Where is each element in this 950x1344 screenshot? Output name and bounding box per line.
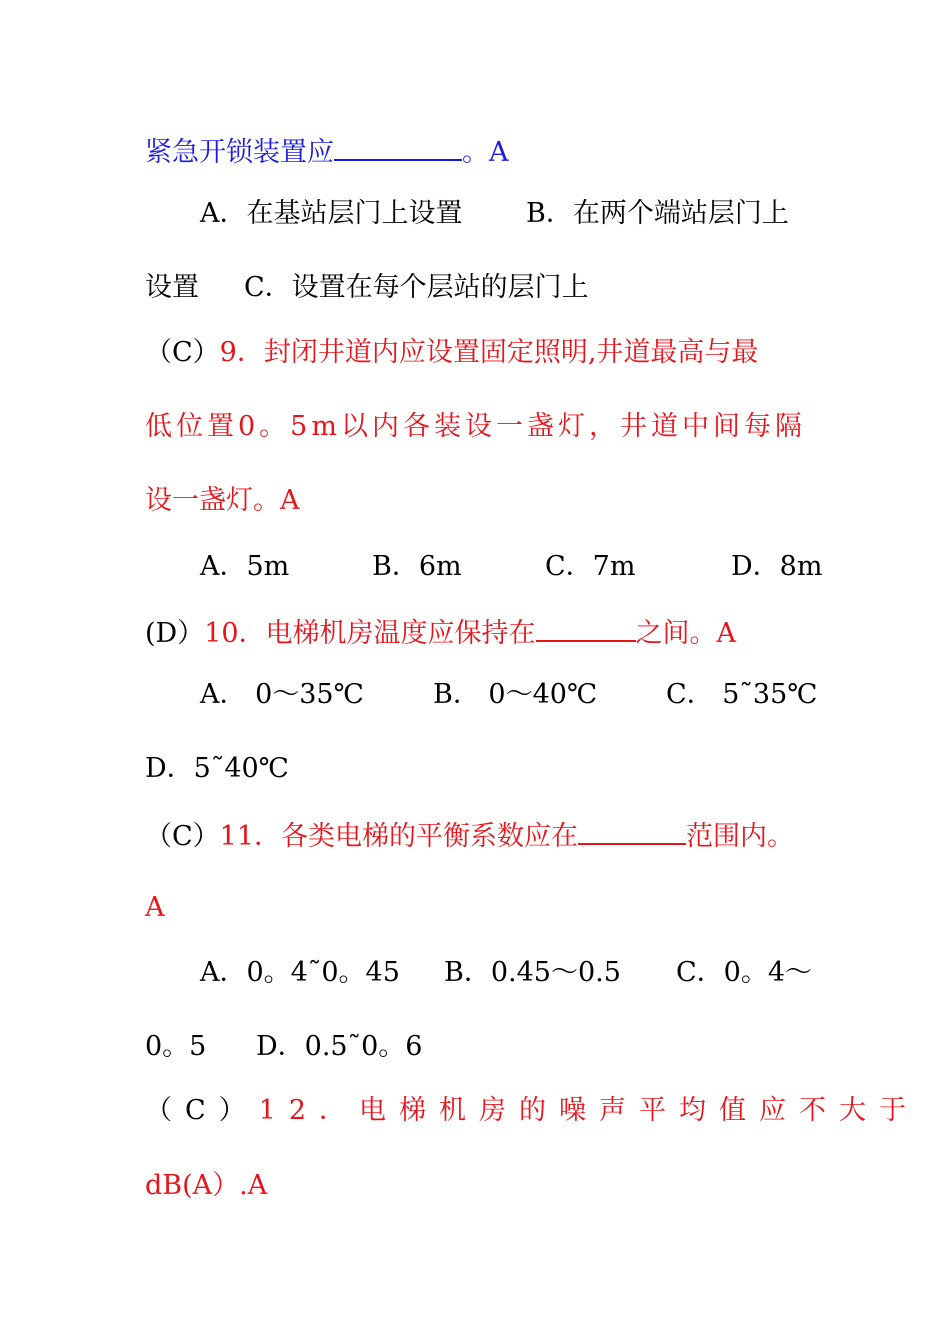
q10-stem-suffix: 之间。A: [635, 618, 737, 649]
q9-option-b: B．6m: [372, 551, 462, 582]
q11-stem-line2: A: [145, 892, 165, 923]
q8-option-c: C．设置在每个层站的层门上: [244, 272, 589, 303]
q8-option-a: A．在基站层门上设置: [200, 198, 463, 229]
q9-option-a: A．5m: [200, 551, 290, 582]
q11-stem-suffix: 范围内。: [686, 821, 795, 852]
q8-stem-prefix: 紧急开锁装置应: [145, 137, 334, 168]
q11-option-d: D．0.5˜0。6: [256, 1031, 423, 1062]
q12-stem-line1: [145, 1094, 919, 1128]
q8-blank: [334, 133, 462, 161]
q9-option-c: C．7m: [545, 551, 636, 582]
q10-answer: (D）: [145, 618, 205, 649]
q10-option-a: A． 0～35℃: [200, 679, 364, 710]
q10-option-b: B． 0～40℃: [433, 679, 598, 710]
q11-option-a: A．0。4˜0。45: [200, 957, 400, 988]
q9-stem-text-1: 9．封闭井道内应设置固定照明,井道最高与最: [219, 337, 759, 368]
q12-stem-line2: dB(A）.A: [145, 1170, 268, 1201]
q12-stem-text-1: 12．电梯机房的噪声平均值应不大于: [258, 1095, 920, 1126]
q10-option-c: C． 5˜35℃: [666, 679, 818, 710]
q10-blank: [536, 614, 636, 642]
q8-stem-suffix: 。A: [462, 137, 509, 168]
q11-option-c: C．0。4～: [676, 957, 813, 988]
q11-answer: （C）: [145, 821, 220, 852]
q11-option-c-cont: 0。5: [145, 1031, 207, 1062]
q10-stem: [145, 614, 736, 651]
q9-option-d: D．8m: [731, 551, 823, 582]
q11-stem-prefix: 11．各类电梯的平衡系数应在: [219, 821, 579, 852]
q11-stem: [145, 817, 794, 854]
q8-option-b: B．在两个端站层门上: [526, 198, 789, 229]
q8-option-b-cont: 设置: [145, 272, 199, 303]
q9-answer: （C）: [145, 337, 220, 368]
q10-option-d: D．5˜40℃: [145, 753, 289, 784]
q10-stem-prefix: 10．电梯机房温度应保持在: [204, 618, 536, 649]
q9-stem-line1: [145, 336, 758, 370]
q11-option-b: B．0.45～0.5: [444, 957, 621, 988]
q12-answer: （C）: [145, 1095, 259, 1126]
q9-stem-line3: 设一盏灯。A: [145, 485, 300, 516]
q11-blank: [578, 817, 686, 845]
q8-stem: [145, 133, 509, 170]
q9-stem-line2: 低位置0。5m以内各装设一盏灯，井道中间每隔: [145, 411, 806, 442]
